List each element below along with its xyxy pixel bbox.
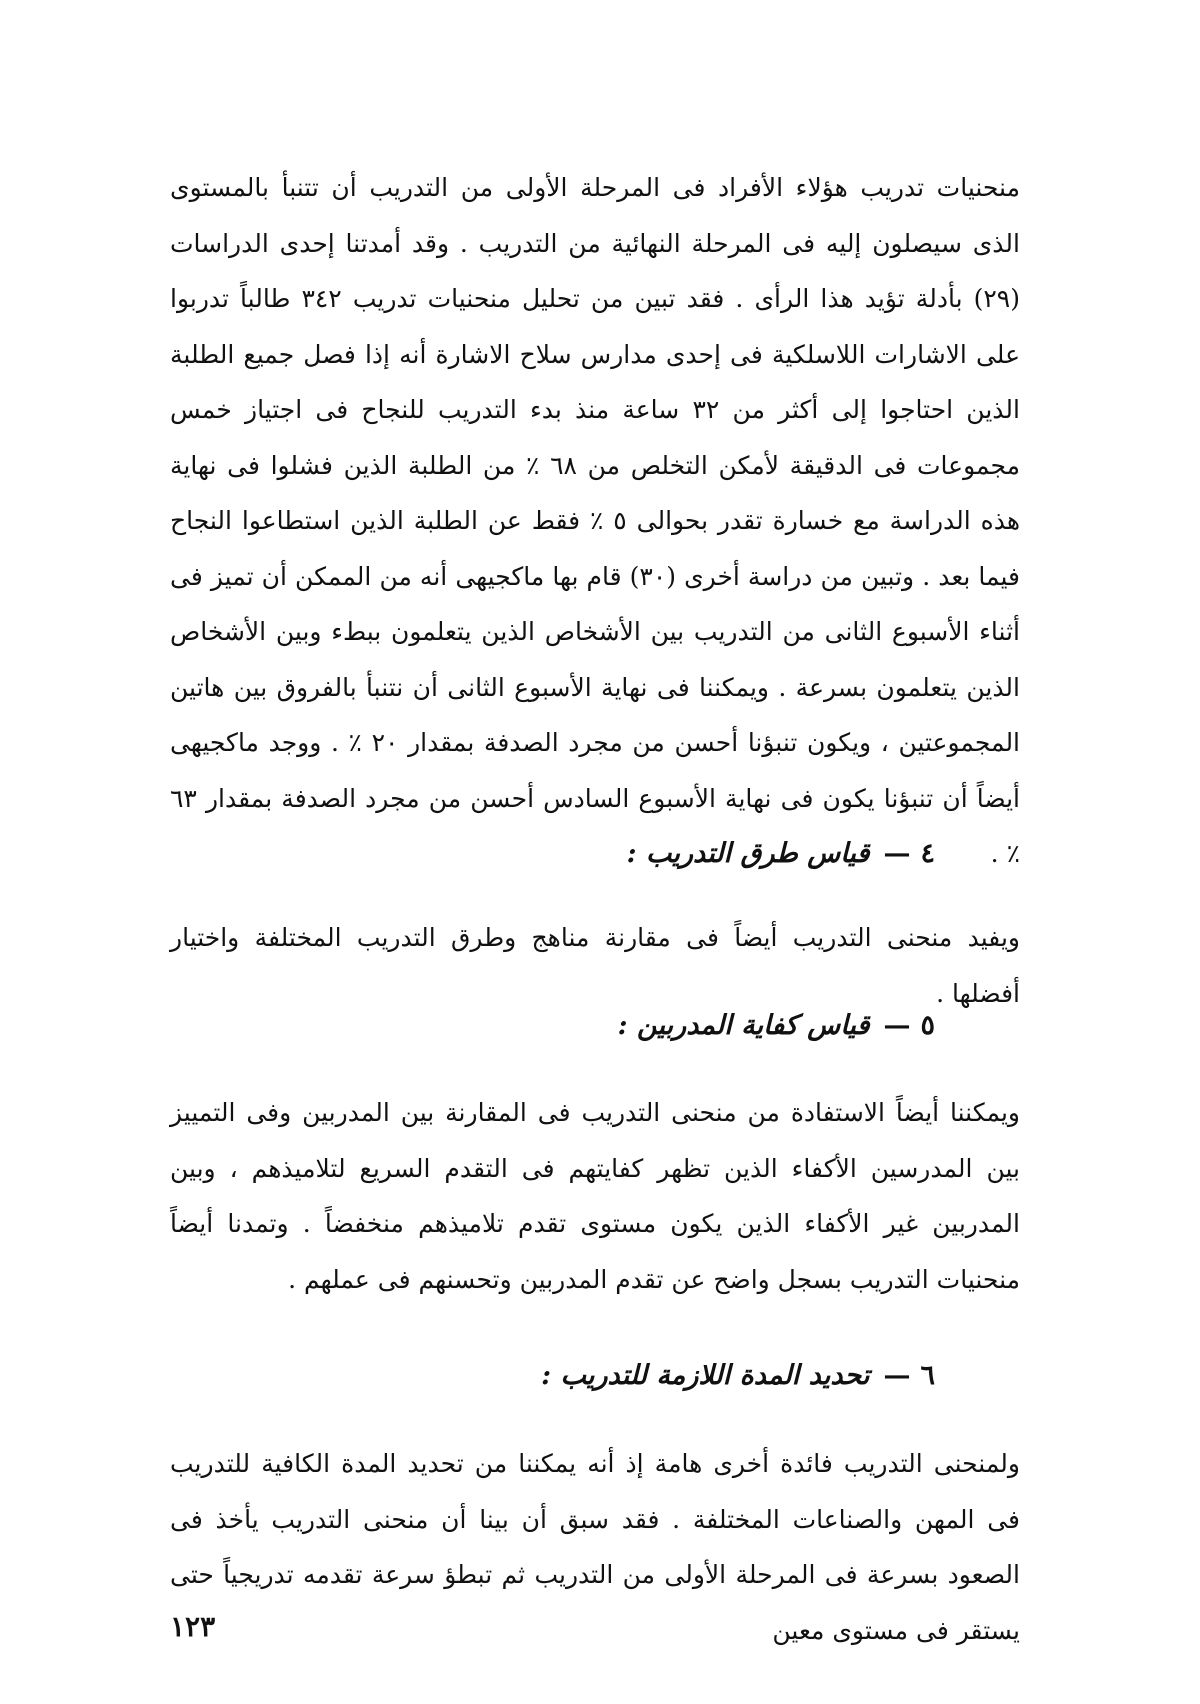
section-heading-5 — [618, 1010, 935, 1041]
paragraph-trainer-efficiency: ويمكننا أيضاً الاستفادة من منحنى التدريب فى المقارنة بين المدربين وفى التمييز بين المدرسين الأكفاء الذين تظهر كفايتهم فى التقدم السريع لتلاميذهم ، وبين المدربين غير الأكفاء الذين يكون مستوى تقدم تلاميذهم منخفضاً . وتمدنا أيضاً منحنيات التدريب بسجل واضح عن تقدم المدربين وتحسنهم فى عملهم . — [170, 1098, 1020, 1294]
section-heading-6 — [541, 1360, 935, 1391]
paragraph-training-methods: ويفيد منحنى التدريب أيضاً فى مقارنة مناهج وطرق التدريب المختلفة واختيار أفضلها . — [170, 923, 1020, 1008]
section-title: تحديد المدة اللازمة للتدريب : — [541, 1360, 870, 1391]
section-dash: — — [883, 1360, 911, 1391]
paragraph-training-duration: ولمنحنى التدريب فائدة أخرى هامة إذ أنه يمكننا من تحديد المدة الكافية للتدريب فى المهن والصناعات المختلفة . فقد سبق أن بينا أن منحنى التدريب يأخذ فى الصعود بسرعة فى المرحلة الأولى من التدريب ثم تبطؤ سرعة تقدمه تدريجياً حتى يستقر فى مستوى معين — [170, 1449, 1020, 1645]
paragraph-training-curves-prediction: منحنيات تدريب هؤلاء الأفراد فى المرحلة الأولى من التدريب أن تتنبأ بالمستوى الذى سيصلون إليه فى المرحلة النهائية من التدريب . وقد أمدتنا إحدى الدراسات (٢٩) بأدلة تؤيد هذا الرأى . فقد تبين من تحليل منحنيات تدريب ٣٤٢ طالباً تدربوا على الاشارات اللاسلكية فى إحدى مدارس سلاح الاشارة أنه إذا فصل جميع الطلبة الذين احتاجوا إلى أكثر من ٣٢ ساعة منذ بدء التدريب للنجاح فى اجتياز خمس مجموعات فى الدقيقة لأمكن التخلص من ٦٨ ٪ من الطلبة الذين فشلوا فى نهاية هذه الدراسة مع خسارة تقدر بحوالى ٥ ٪ فقط عن الطلبة الذين استطاعوا النجاح فيما بعد . وتبين من دراسة أخرى (٣٠) قام بها ماكجيهى أنه من الممكن أن تميز فى أثناء الأسبوع الثانى من التدريب بين الأشخاص الذين يتعلمون ببطء وبين الأشخاص الذين يتعلمون بسرعة . ويمكننا فى نهاية الأسبوع الثانى أن نتنبأ بالفروق بين هاتين المجموعتين ، ويكون تنبؤنا أحسن من مجرد الصدفة بمقدار ٢٠ ٪ . ووجد ماكجيهى أيضاً أن تنبؤنا يكون فى نهاية الأسبوع السادس أحسن من مجرد الصدفة بمقدار ٦٣ ٪ . — [170, 173, 1021, 868]
section-title: قياس طرق التدريب : — [626, 838, 870, 869]
section-dash: — — [883, 838, 911, 869]
section-title: قياس كفاية المدربين : — [617, 1010, 870, 1041]
section-dash: — — [883, 1010, 911, 1041]
section-number: ٤ — [920, 838, 935, 869]
page-number: ١٢٣ — [170, 1610, 216, 1643]
section-heading-4 — [627, 838, 935, 869]
section-number: ٦ — [920, 1360, 935, 1391]
section-number: ٥ — [920, 1010, 935, 1041]
